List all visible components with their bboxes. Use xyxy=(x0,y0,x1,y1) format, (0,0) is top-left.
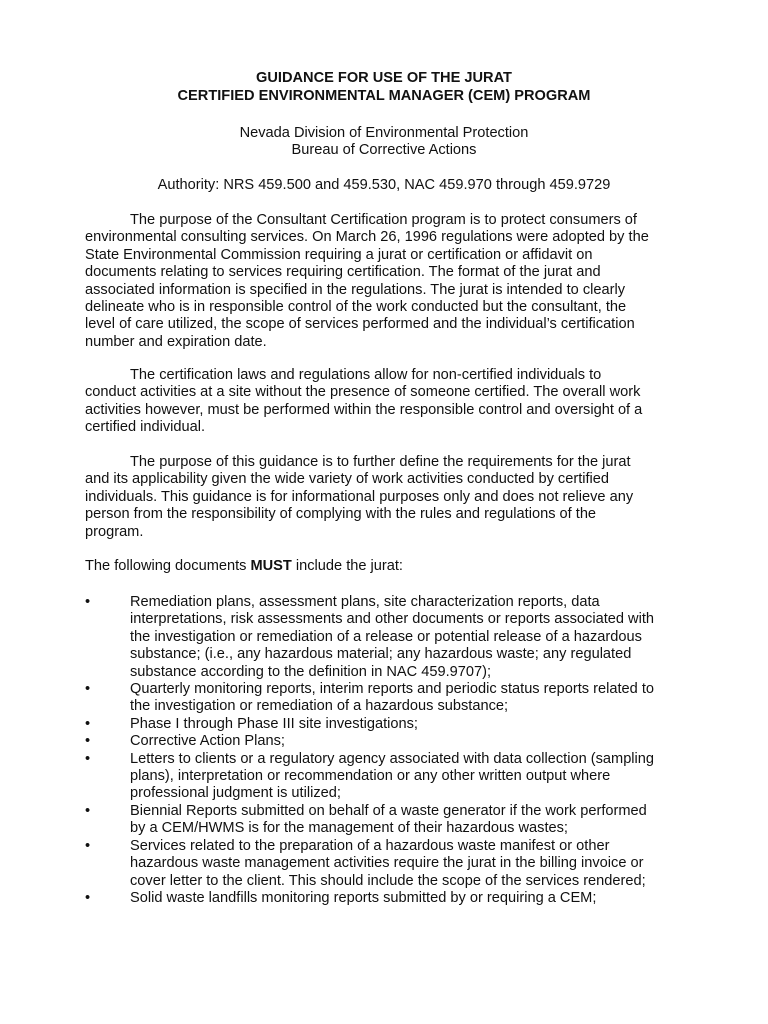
paragraph-line: State Environmental Commission requiring a jurat or certification or affidavit on xyxy=(85,246,593,263)
paragraph-line: number and expiration date. xyxy=(85,333,267,350)
list-item-line: Quarterly monitoring reports, interim reports and periodic status reports related to xyxy=(130,681,654,698)
bullet-icon: • xyxy=(85,889,91,906)
jurat-intro xyxy=(85,558,685,575)
list-item-line: substance; (i.e., any hazardous material; any hazardous waste; any regulated xyxy=(130,646,632,663)
list-item-line: Solid waste landfills monitoring reports submitted by or requiring a CEM; xyxy=(130,889,597,906)
list-item-line: interpretations, risk assessments and other documents or reports associated with xyxy=(130,611,654,628)
list-item-line: Phase I through Phase III site investigations; xyxy=(130,715,418,732)
list-item-line: cover letter to the client. This should include the scope of the services rendered; xyxy=(130,872,646,889)
paragraph-line: The purpose of the Consultant Certification program is to protect consumers of xyxy=(130,212,637,228)
paragraph-line: activities however, must be performed within the responsible control and oversight of a xyxy=(85,401,643,418)
list-item-line: Corrective Action Plans; xyxy=(130,733,285,750)
bureau-name: Bureau of Corrective Actions xyxy=(291,142,477,158)
paragraph-line: The purpose of this guidance is to further define the requirements for the jurat xyxy=(130,454,631,470)
intro-text-before: The following documents xyxy=(85,558,251,574)
list-item-line: Biennial Reports submitted on behalf of a waste generator if the work performed xyxy=(130,802,647,819)
list-item xyxy=(85,716,685,733)
list-item-line: Services related to the preparation of a hazardous waste manifest or other xyxy=(130,837,610,854)
paragraph-line: certified individual. xyxy=(85,419,206,436)
bullet-icon: • xyxy=(85,837,91,854)
paragraph-line: person from the responsibility of complying with the rules and regulations of the xyxy=(85,506,597,523)
paragraph-line: conduct activities at a site without the presence of someone certified. The overall work xyxy=(85,384,641,401)
list-item-line: the investigation or remediation of a hazardous substance; xyxy=(130,698,509,715)
list-item-line: by a CEM/HWMS is for the management of their hazardous wastes; xyxy=(130,820,568,837)
list-item-line: Letters to clients or a regulatory agency associated with data collection (sampling xyxy=(130,750,655,767)
list-item xyxy=(85,838,685,890)
list-item xyxy=(85,733,685,750)
list-item-line: professional judgment is utilized; xyxy=(130,785,341,802)
paragraph-certification-laws xyxy=(85,367,685,437)
list-item xyxy=(85,803,685,838)
agency-name: Nevada Division of Environmental Protection xyxy=(239,125,529,141)
paragraph-line: The certification laws and regulations allow for non-certified individuals to xyxy=(130,367,602,383)
bullet-icon: • xyxy=(85,594,91,610)
required-documents-list xyxy=(85,594,685,907)
document-title-line-2: CERTIFIED ENVIRONMENTAL MANAGER (CEM) PROGRAM xyxy=(177,88,591,104)
paragraph-line: level of care utilized, the scope of services performed and the individual’s certification xyxy=(85,316,635,333)
paragraph-guidance-purpose xyxy=(85,454,685,541)
list-item xyxy=(85,751,685,803)
list-item xyxy=(85,681,685,716)
list-item xyxy=(85,890,685,907)
list-item-line: the investigation or remediation of a release or potential release of a hazardous xyxy=(130,628,642,645)
bullet-icon: • xyxy=(85,715,91,732)
bullet-icon: • xyxy=(85,681,91,698)
bullet-icon: • xyxy=(85,802,91,819)
intro-emphasis: MUST xyxy=(250,558,292,574)
paragraph-purpose-program xyxy=(85,212,685,351)
document-title-line-1: GUIDANCE FOR USE OF THE JURAT xyxy=(256,70,512,86)
paragraph-line: associated information is specified in the regulations. The jurat is intended to clearly xyxy=(85,281,625,298)
list-item-line: hazardous waste management activities require the jurat in the billing invoice or xyxy=(130,855,644,872)
paragraph-line: program. xyxy=(85,523,144,540)
list-item-line: Remediation plans, assessment plans, site characterization reports, data xyxy=(130,594,600,610)
paragraph-line: delineate who is in responsible control of the work conducted but the consultant, the xyxy=(85,299,627,316)
list-item-line: plans), interpretation or recommendation or any other written output where xyxy=(130,768,611,785)
paragraph-line: environmental consulting services. On March 26, 1996 regulations were adopted by the xyxy=(85,229,649,246)
paragraph-line: and its applicability given the wide variety of work activities conducted by certified xyxy=(85,471,610,488)
authority-line: Authority: NRS 459.500 and 459.530, NAC 459.970 through 459.9729 xyxy=(157,177,611,193)
bullet-icon: • xyxy=(85,733,91,750)
intro-text-after: include the jurat: xyxy=(291,558,403,574)
list-item xyxy=(85,594,685,681)
list-item-line: substance according to the definition in NAC 459.9707); xyxy=(130,663,492,680)
paragraph-line: individuals. This guidance is for informational purposes only and does not relieve any xyxy=(85,488,634,505)
paragraph-line: documents relating to services requiring certification. The format of the jurat and xyxy=(85,264,601,281)
bullet-icon: • xyxy=(85,750,91,767)
